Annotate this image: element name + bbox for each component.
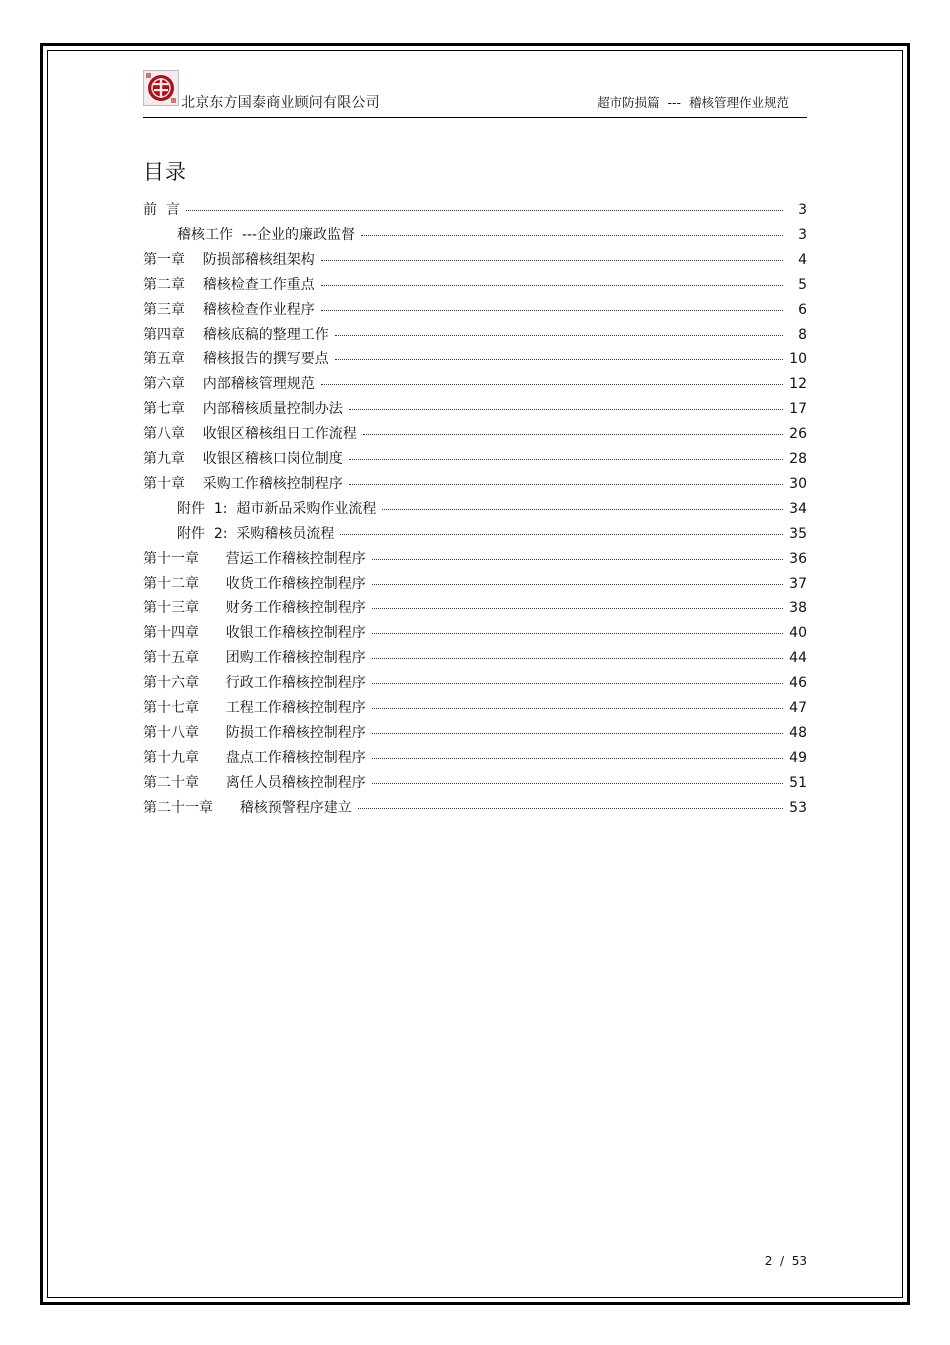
toc-entry-label: 第十五章 团购工作稽核控制程序: [143, 650, 366, 667]
toc-dot-leader: [321, 260, 783, 261]
toc-entry[interactable]: [143, 250, 807, 270]
toc-entry-label: 第三章 稽核检查作业程序: [143, 301, 315, 318]
toc-entry-page: 38: [789, 600, 807, 617]
toc-entry-label: 第七章 内部稽核质量控制办法: [143, 401, 343, 418]
toc-dot-leader: [372, 758, 783, 759]
toc-entry-page: 47: [789, 700, 807, 716]
toc-entry[interactable]: [177, 225, 807, 245]
toc-entry[interactable]: [143, 748, 807, 768]
toc-entry[interactable]: [143, 598, 807, 618]
toc-entry-label: 第二章 稽核检查工作重点: [143, 276, 315, 293]
toc-entry[interactable]: [143, 798, 807, 818]
document-title: 超市防损篇 --- 稽核管理作业规范: [597, 95, 789, 110]
toc-entry-label: 附件 2: 采购稽核员流程: [177, 525, 335, 542]
toc-dot-leader: [372, 783, 783, 784]
toc-entry-page: 53: [789, 799, 807, 816]
toc-entry[interactable]: [143, 773, 807, 793]
toc-entry-label: 第六章 内部稽核管理规范: [143, 376, 315, 393]
toc-entry-page: 51: [789, 774, 807, 791]
toc-entry-label: 第十章 采购工作稽核控制程序: [143, 475, 343, 492]
toc-entry-label: 第一章 防损部稽核组架构: [143, 251, 315, 268]
toc-entry-page: 44: [789, 650, 807, 667]
toc-dot-leader: [321, 384, 783, 385]
toc-entry-page: 48: [789, 724, 807, 741]
toc-entry-label: 第四章 稽核底稿的整理工作: [143, 326, 329, 343]
toc-entry-page: 49: [789, 749, 807, 766]
toc-dot-leader: [372, 683, 783, 684]
toc-entry-label: 第二十一章 稽核预警程序建立: [143, 799, 352, 816]
toc-entry[interactable]: [143, 349, 807, 369]
toc-entry[interactable]: [143, 623, 807, 643]
toc-entry-label: 第十四章 收银工作稽核控制程序: [143, 625, 366, 642]
company-logo-icon: [143, 70, 179, 106]
toc-entry-page: 17: [789, 401, 807, 418]
toc-entry-label: 第十一章 营运工作稽核控制程序: [143, 550, 366, 567]
toc-dot-leader: [349, 484, 783, 485]
toc-entry-label: 第八章 收银区稽核组日工作流程: [143, 426, 357, 443]
toc-entry-page: 12: [789, 376, 807, 393]
toc-entry-page: 36: [789, 550, 807, 567]
toc-entry-page: 34: [789, 500, 807, 517]
toc-entry-page: 6: [798, 301, 807, 318]
toc-entry-page: 40: [789, 625, 807, 642]
toc-entry[interactable]: [143, 574, 807, 594]
toc-entry-label: 第十三章 财务工作稽核控制程序: [143, 600, 366, 617]
toc-entry[interactable]: [177, 499, 807, 519]
toc-entry[interactable]: [143, 275, 807, 295]
toc-entry-label: 第二十章 离任人员稽核控制程序: [143, 774, 366, 791]
toc-dot-leader: [321, 310, 783, 311]
toc-dot-leader: [372, 733, 783, 734]
toc-entry[interactable]: [143, 648, 807, 668]
toc-entry-label: 第十六章 行政工作稽核控制程序: [143, 675, 366, 692]
toc-entry[interactable]: [143, 698, 807, 718]
toc-dot-leader: [372, 658, 783, 659]
toc-entry[interactable]: [143, 300, 807, 320]
toc-entry[interactable]: [143, 374, 807, 394]
toc-entry-page: 30: [789, 475, 807, 492]
page-number: 2 / 53: [764, 1254, 807, 1268]
toc-dot-leader: [358, 808, 783, 809]
toc-entry-label: 附件 1: 超市新品采购作业流程: [177, 500, 377, 517]
toc-dot-leader: [361, 235, 783, 236]
toc-entry[interactable]: [143, 474, 807, 494]
toc-entry[interactable]: [177, 524, 807, 544]
toc-entry[interactable]: [143, 325, 807, 345]
toc-entry-page: 28: [789, 451, 807, 467]
toc-entry-page: 3: [798, 226, 807, 243]
toc-dot-leader: [186, 210, 783, 211]
toc-dot-leader: [363, 434, 783, 435]
toc-entry-page: 10: [789, 351, 807, 368]
toc-entry[interactable]: [143, 673, 807, 693]
toc-entry[interactable]: [143, 723, 807, 743]
toc-dot-leader: [321, 285, 783, 286]
toc-entry-label: 第五章 稽核报告的撰写要点: [143, 351, 329, 368]
toc-dot-leader: [349, 409, 783, 410]
toc-entry-label: 第十二章 收货工作稽核控制程序: [143, 575, 366, 592]
toc-dot-leader: [340, 534, 783, 535]
toc-dot-leader: [372, 584, 783, 585]
toc-dot-leader: [372, 559, 783, 560]
toc-dot-leader: [372, 608, 783, 609]
toc-dot-leader: [382, 509, 783, 510]
toc-entry-page: 4: [798, 251, 807, 268]
toc-dot-leader: [372, 708, 783, 709]
toc-entry-page: 3: [798, 202, 807, 218]
toc-entry-page: 35: [789, 525, 807, 542]
toc-entry-page: 37: [789, 575, 807, 592]
toc-entry-label: 第十七章 工程工作稽核控制程序: [143, 700, 366, 716]
toc-entry[interactable]: [143, 549, 807, 569]
toc-entry-label: 第十八章 防损工作稽核控制程序: [143, 724, 366, 741]
toc-dot-leader: [349, 459, 783, 460]
toc-entry-page: 46: [789, 675, 807, 692]
toc-entry-label: 前 言: [143, 202, 180, 218]
toc-entry-label: 第九章 收银区稽核口岗位制度: [143, 451, 343, 467]
page-header: [143, 68, 807, 118]
toc-entry-page: 5: [798, 276, 807, 293]
toc-dot-leader: [335, 359, 783, 360]
toc-entry-label: 第十九章 盘点工作稽核控制程序: [143, 749, 366, 766]
toc-entry-page: 26: [789, 426, 807, 443]
toc-heading: 目录: [143, 160, 187, 184]
toc-entry-label: 稽核工作 ---企业的廉政监督: [177, 226, 356, 243]
toc-entry[interactable]: [143, 424, 807, 444]
toc-entry[interactable]: [143, 399, 807, 419]
company-name: 北京东方国泰商业顾问有限公司: [181, 95, 380, 111]
toc-dot-leader: [372, 633, 783, 634]
toc-entry-page: 8: [798, 326, 807, 343]
toc-entry[interactable]: [143, 200, 807, 220]
toc-entry[interactable]: [143, 449, 807, 469]
toc-dot-leader: [335, 335, 783, 336]
